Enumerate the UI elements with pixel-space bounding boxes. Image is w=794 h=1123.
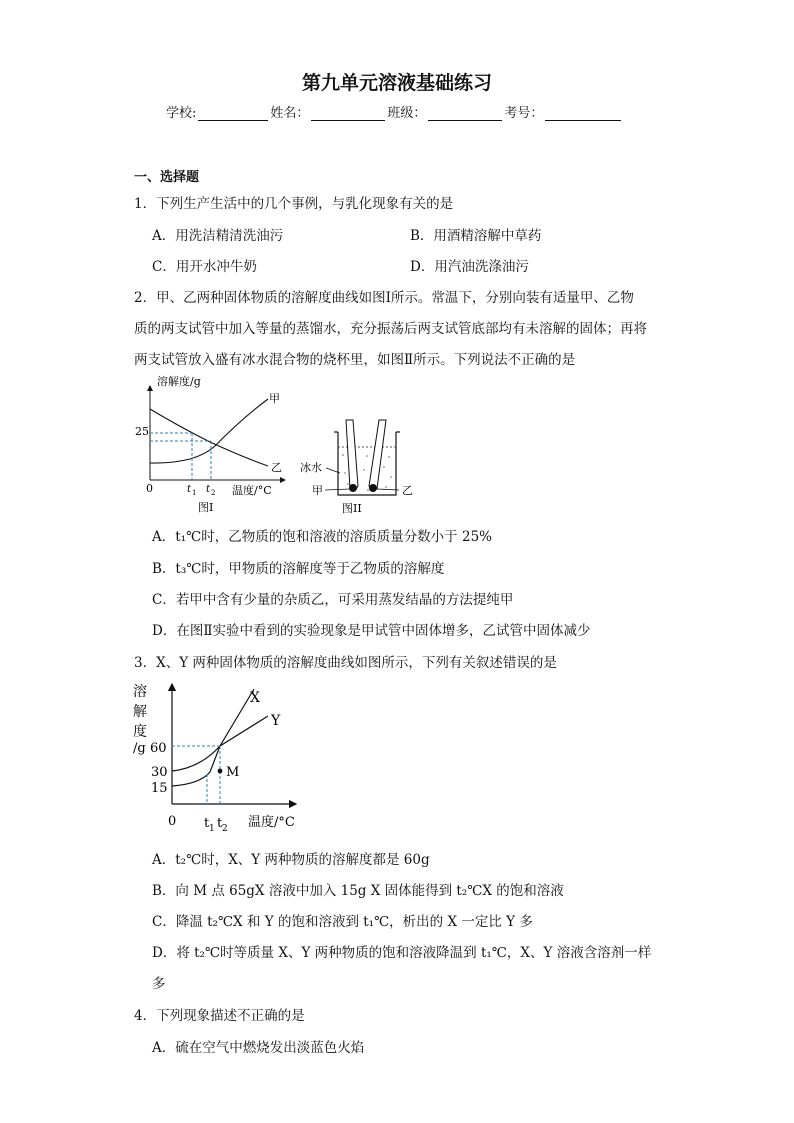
fig2-ice-label: 冰水: [300, 461, 322, 474]
y-label-1: 溶: [133, 684, 147, 700]
q4-option-a: A．硫在空气中燃烧发出淡蓝色火焰: [152, 1040, 365, 1056]
point-m: [218, 769, 223, 774]
y-label-3: 度: [133, 724, 147, 740]
q1-option-c: C．用开水冲牛奶: [152, 259, 257, 275]
class-blank[interactable]: [428, 106, 502, 121]
q3-option-a: A．t₂℃时，X、Y 两种物质的溶解度都是 60g: [152, 852, 430, 868]
q2-figure-2: [298, 415, 418, 520]
exam-no-label: 考号：: [504, 106, 544, 121]
beaker: [338, 432, 396, 495]
solid-jia: [349, 484, 357, 492]
fig1-t1: t: [187, 484, 192, 495]
fig1-ylabel: 溶解度/g: [157, 375, 201, 388]
y-label-4: /g: [133, 741, 146, 756]
fig1-label-jia: 甲: [269, 392, 280, 405]
q1-option-d: D．用汽油洗涤油污: [410, 259, 529, 275]
section-heading: 一、选择题: [134, 170, 200, 185]
label-m: M: [226, 765, 240, 780]
tick-t2: t: [217, 816, 223, 831]
test-tube-jia: [346, 420, 358, 490]
q3-stem: 3．X、Y 两种固体物质的溶解度曲线如图所示，下列有关叙述错误的是: [134, 655, 557, 671]
q3-option-d-line2: 多: [152, 976, 166, 992]
q2-option-a: A．t₁℃时，乙物质的饱和溶液的溶质质量分数小于 25%: [152, 529, 492, 545]
fig1-t2: t: [206, 484, 211, 495]
q3-option-d-line1: D．将 t₂℃时等质量 X、Y 两种物质的饱和溶液降温到 t₁℃，X、Y 溶液含溶剂一样: [152, 945, 652, 961]
fig1-caption: 图I: [198, 501, 214, 514]
tick-60: 60: [150, 741, 167, 756]
tick-15: 15: [151, 781, 168, 796]
q1-stem: 1．下列生产生活中的几个事例，与乳化现象有关的是: [134, 196, 454, 212]
q2-stem-line3: 两支试管放入盛有冰水混合物的烧杯里，如图Ⅱ所示。下列说法不正确的是: [134, 352, 576, 368]
fig2-caption: 图II: [342, 502, 362, 515]
tick-t1-sub: 1: [209, 824, 215, 834]
fig2-label-jia: 甲: [312, 484, 323, 497]
fig1-t1-sub: 1: [192, 489, 197, 497]
page-title: 第九单元溶液基础练习: [301, 72, 492, 94]
q2-option-c: C．若甲中含有少量的杂质乙，可采用蒸发结晶的方法提纯甲: [152, 592, 514, 608]
curve-x: [172, 689, 254, 786]
exam-no-blank[interactable]: [545, 106, 621, 121]
q2-option-d: D．在图Ⅱ实验中看到的实验现象是甲试管中固体增多，乙试管中固体减少: [152, 623, 591, 639]
q1-option-b: B．用酒精溶解中草药: [410, 228, 542, 244]
class-label: 班级：: [387, 106, 427, 121]
q3-figure: [130, 676, 310, 838]
school-label: 学校:: [166, 106, 197, 121]
name-label: 姓名：: [270, 106, 310, 121]
tick-t2-sub: 2: [222, 824, 228, 834]
school-blank[interactable]: [198, 106, 268, 121]
x-label: 温度/°C: [248, 815, 295, 830]
fig2-label-yi: 乙: [402, 484, 413, 497]
label-y: Y: [271, 713, 281, 729]
curve-jia: [150, 399, 268, 463]
origin: 0: [168, 814, 177, 829]
tick-30: 30: [151, 765, 168, 780]
y-label-2: 解: [133, 704, 147, 720]
q1-option-a: A．用洗洁精清洗油污: [152, 228, 284, 244]
fig1-label-yi: 乙: [271, 461, 282, 474]
q2-stem-line2: 质的两支试管中加入等量的蒸馏水，充分振荡后两支试管底部均有未溶解的固体；再将: [134, 321, 647, 337]
tick-t1: t: [204, 816, 210, 831]
test-tube-yi: [369, 420, 386, 490]
q2-option-b: B．t₃℃时，甲物质的溶解度等于乙物质的溶解度: [152, 561, 445, 577]
q2-stem-line1: 2．甲、乙两种固体物质的溶解度曲线如图Ⅰ所示。常温下，分别向装有适量甲、乙物: [134, 290, 634, 306]
q4-stem: 4．下列现象描述不正确的是: [134, 1008, 305, 1024]
fig1-t2-sub: 2: [211, 489, 216, 497]
q3-option-b: B．向 M 点 65gX 溶液中加入 15g X 固体能得到 t₂℃X 的饱和溶液: [152, 883, 564, 899]
curve-yi: [150, 409, 268, 466]
q2-figure-1: [135, 372, 295, 522]
solid-yi: [369, 484, 377, 492]
fig1-origin: 0: [146, 482, 153, 495]
label-x: X: [250, 690, 260, 706]
name-blank[interactable]: [311, 106, 385, 121]
student-info-line: [166, 102, 623, 121]
fig1-xlabel: 温度/°C: [232, 484, 272, 497]
fig1-y25: 25: [135, 425, 149, 438]
q3-option-c: C．降温 t₂℃X 和 Y 的饱和溶液到 t₁℃，析出的 X 一定比 Y 多: [152, 914, 533, 930]
